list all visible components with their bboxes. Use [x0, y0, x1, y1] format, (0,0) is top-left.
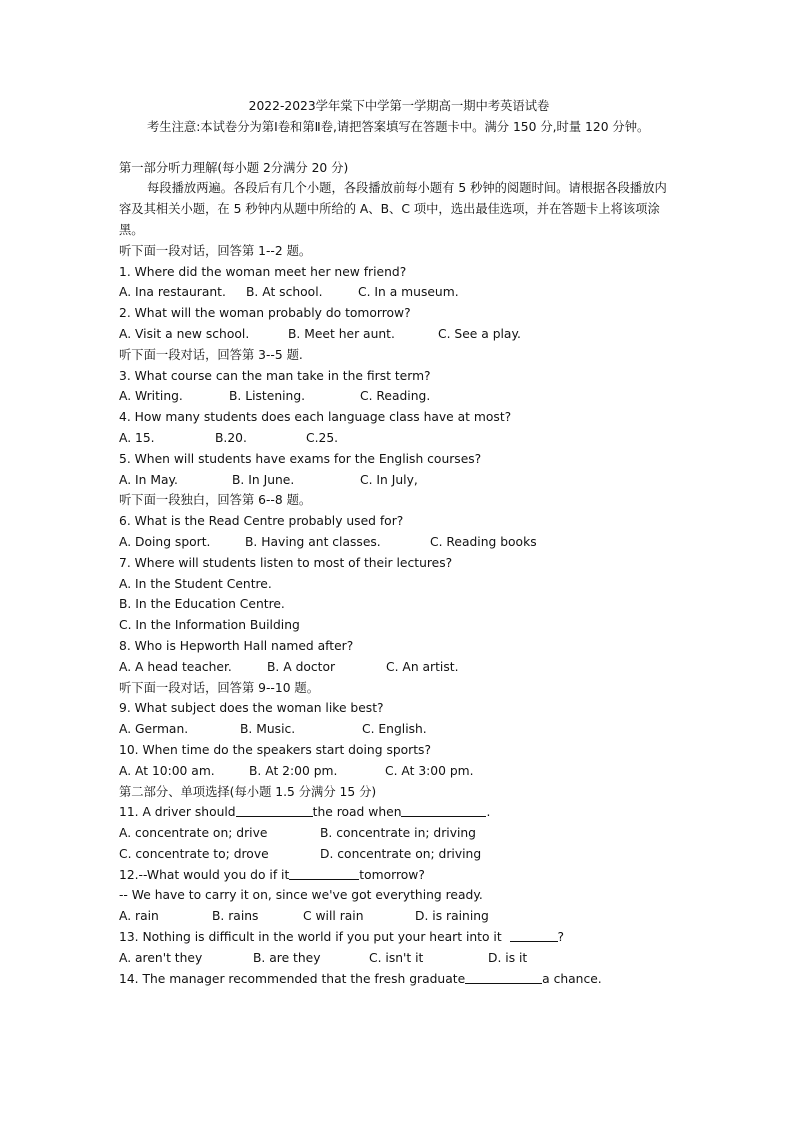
question: 7. Where will students listen to most of their lectures? — [119, 555, 453, 570]
question: 5. When will students have exams for the English courses? — [119, 451, 482, 466]
answer-blank — [236, 803, 313, 817]
options-row — [119, 532, 679, 553]
question-text: 13. Nothing is difficult in the world if you put your heart into it — [119, 930, 502, 945]
question: 2. What will the woman probably do tomorrow? — [119, 306, 411, 321]
options-row — [119, 657, 679, 678]
question-text: . — [486, 805, 491, 820]
question — [119, 927, 679, 948]
question: 1. Where did the woman meet her new friend? — [119, 264, 407, 279]
spacer — [119, 138, 679, 158]
options-row — [119, 823, 679, 844]
section-intro: 听下面一段独白，回答第 6--8 题。 — [119, 493, 312, 508]
question: 4. How many students does each language class have at most? — [119, 410, 512, 425]
question — [119, 969, 679, 990]
option: B. At school. — [246, 285, 323, 300]
option: C. concentrate to; drove — [119, 846, 269, 861]
notice: 考生注意:本试卷分为第Ⅰ卷和第Ⅱ卷,请把答案填写在答题卡中。满分 150 分,时量 120 分钟。 — [147, 119, 650, 134]
answer-blank — [401, 803, 486, 817]
question-text: 14. The manager recommended that the fresh graduate — [119, 971, 466, 986]
option: B. A doctor — [267, 659, 336, 674]
option: A. rain — [119, 909, 159, 924]
question-text: 12.--What would you do if it — [119, 867, 290, 882]
option: A. In May. — [119, 472, 178, 487]
question: 3. What course can the man take in the first term? — [119, 368, 431, 383]
option: B. At 2:00 pm. — [249, 763, 338, 778]
option: A. Ina restaurant. — [119, 285, 226, 300]
options-row — [119, 386, 679, 407]
part1-instructions: 每段播放两遍。各段后有几个小题，各段播放前每小题有 5 秒钟的阅题时间。请根据各段播放内容及其相关小题，在 5 秒钟内从题中所给的 A、B、C 项中，选出最佳选项，并在答题卡上将该项涂黑。 — [119, 181, 667, 237]
question: 6. What is the Read Centre probably used for? — [119, 514, 404, 529]
option: D. is raining — [415, 909, 489, 924]
options-row — [119, 324, 679, 345]
question — [119, 865, 679, 886]
option: A. At 10:00 am. — [119, 763, 215, 778]
answer-blank — [465, 970, 542, 984]
question-text: -- We have to carry it on, since we've got everything ready. — [119, 888, 483, 903]
option: A. aren't they — [119, 950, 203, 965]
option: A. Visit a new school. — [119, 326, 250, 341]
option: B. In the Education Centre. — [119, 597, 285, 612]
exam-page — [119, 96, 679, 989]
options-row — [119, 282, 679, 303]
answer-blank — [510, 928, 558, 942]
options-row — [119, 906, 679, 927]
question: 9. What subject does the woman like best? — [119, 701, 384, 716]
option: A. 15. — [119, 430, 155, 445]
option: B. Listening. — [229, 389, 306, 404]
option: A. German. — [119, 722, 189, 737]
option: B. Music. — [240, 722, 296, 737]
option: A. In the Student Centre. — [119, 576, 272, 591]
option: B. rains — [212, 909, 259, 924]
option: B.20. — [215, 430, 247, 445]
part1-heading: 第一部分听力理解(每小题 2分满分 20 分) — [119, 160, 349, 175]
option: A. A head teacher. — [119, 659, 232, 674]
part2-heading: 第二部分、单项选择(每小题 1.5 分满分 15 分) — [119, 784, 377, 799]
option: C. isn't it — [369, 950, 424, 965]
option: B. In June. — [232, 472, 295, 487]
section-intro: 听下面一段对话，回答第 3--5 题. — [119, 347, 303, 362]
option: C. Reading books — [430, 534, 537, 549]
option: C. At 3:00 pm. — [385, 763, 474, 778]
option: C. In a museum. — [358, 285, 459, 300]
options-row — [119, 761, 679, 782]
option: A. concentrate on; drive — [119, 826, 268, 841]
section-intro: 听下面一段对话，回答第 9--10 题。 — [119, 680, 320, 695]
option: B. concentrate in; driving — [320, 826, 476, 841]
option: D. concentrate on; driving — [320, 846, 482, 861]
option: A. Writing. — [119, 389, 183, 404]
answer-blank — [289, 866, 359, 880]
exam-title: 2022-2023学年棠下中学第一学期高一期中考英语试卷 — [248, 99, 550, 113]
option: C. Reading. — [360, 389, 431, 404]
option: C will rain — [303, 909, 364, 924]
option: C.25. — [306, 430, 339, 445]
options-row — [119, 470, 679, 491]
option: C. An artist. — [386, 659, 459, 674]
question: 8. Who is Hepworth Hall named after? — [119, 638, 354, 653]
question-text: ? — [557, 930, 565, 945]
options-row — [119, 844, 679, 865]
option: C. English. — [362, 722, 427, 737]
option: A. Doing sport. — [119, 534, 211, 549]
options-row — [119, 719, 679, 740]
question-text: tomorrow? — [359, 867, 425, 882]
option: C. See a play. — [438, 326, 521, 341]
question-text: a chance. — [542, 971, 602, 986]
options-row — [119, 428, 679, 449]
question — [119, 802, 679, 823]
option: C. In the Information Building — [119, 618, 300, 633]
option: D. is it — [488, 950, 528, 965]
question-text: 11. A driver should — [119, 805, 236, 820]
question: 10. When time do the speakers start doing sports? — [119, 742, 431, 757]
options-row — [119, 948, 679, 969]
option: B. Having ant classes. — [245, 534, 381, 549]
section-intro: 听下面一段对话，回答第 1--2 题。 — [119, 243, 312, 258]
option: B. Meet her aunt. — [288, 326, 395, 341]
option: B. are they — [253, 950, 321, 965]
option: C. In July, — [360, 472, 418, 487]
question-text: the road when — [312, 805, 402, 820]
